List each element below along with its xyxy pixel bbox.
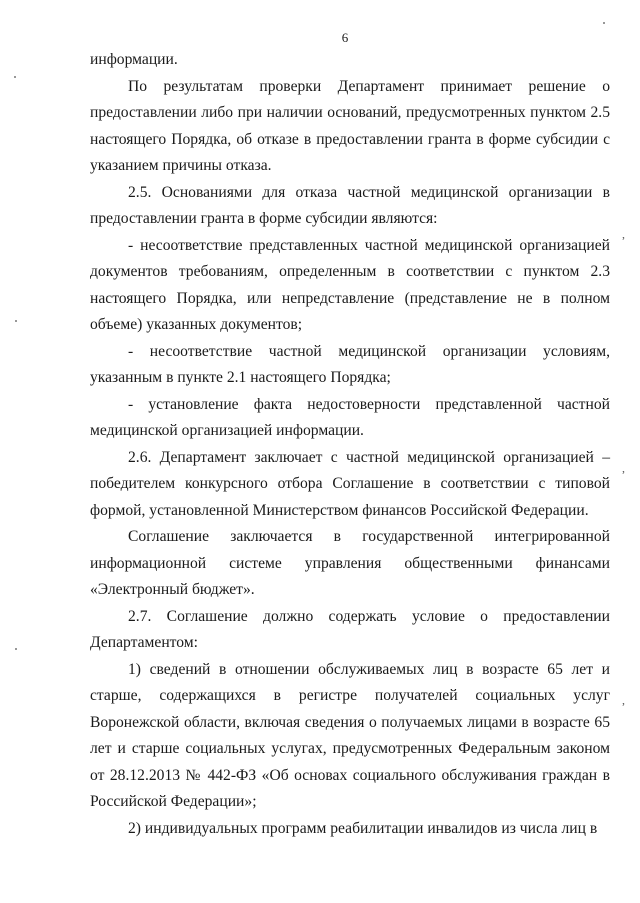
scan-artifact [603, 22, 605, 24]
document-body [90, 47, 610, 842]
page-number: 6 [341, 30, 349, 45]
scan-artifact [15, 320, 17, 322]
paragraph: - несоответствие частной медицинской организации условиям, указанным в пункте 2.1 настоящего Порядка; [90, 342, 610, 386]
paragraph: Соглашение заключается в государственной интегрированной информационной системе управления общественными финансами «Электронный бюджет». [90, 528, 610, 598]
paragraph: 2) индивидуальных программ реабилитации инвалидов из числа лиц в [128, 819, 598, 837]
paragraph: - установление факта недостоверности представленной частной медицинской организацией информации. [90, 395, 610, 439]
scan-artifact: , [622, 227, 625, 241]
scan-artifact [15, 648, 17, 650]
paragraph: 1) сведений в отношении обслуживаемых лиц в возрасте 65 лет и старше, содержащихся в регистре получателей социальных услуг Воронежской области, включая сведения о получаемых лицами в возрасте 65 лет и старше социальных услугах, предусмотренных Федеральным законом от 28.12.2013 № 442-ФЗ «Об основах социального обслуживания граждан в Российской Федерации»; [90, 660, 610, 810]
paragraph: 2.6. Департамент заключает с частной медицинской организацией – победителем конкурсного отбора Соглашение в соответствии с типовой формой, установленной Министерством финансов Российской Федерации. [90, 448, 610, 519]
scan-artifact: , [622, 461, 625, 475]
paragraph: 2.7. Соглашение должно содержать условие о предоставлении Департаментом: [90, 607, 610, 651]
scan-artifact: , [622, 693, 625, 707]
paragraph: информации. [90, 51, 178, 68]
paragraph: 2.5. Основаниями для отказа частной медицинской организации в предоставлении гранта в форме субсидии являются: [90, 183, 610, 227]
paragraph: По результатам проверки Департамент принимает решение о предоставлении либо при наличии оснований, предусмотренных пунктом 2.5 настоящего Порядка, об отказе в предоставлении гранта в форме субсидии с указанием причины отказа. [90, 77, 610, 174]
scan-artifact [14, 76, 16, 78]
paragraph: - несоответствие представленных частной медицинской организацией документов требованиям, определенным в соответствии с пунктом 2.3 настоящего Порядка, или непредставление (представление не в полном объеме) указанных документов; [90, 236, 610, 333]
